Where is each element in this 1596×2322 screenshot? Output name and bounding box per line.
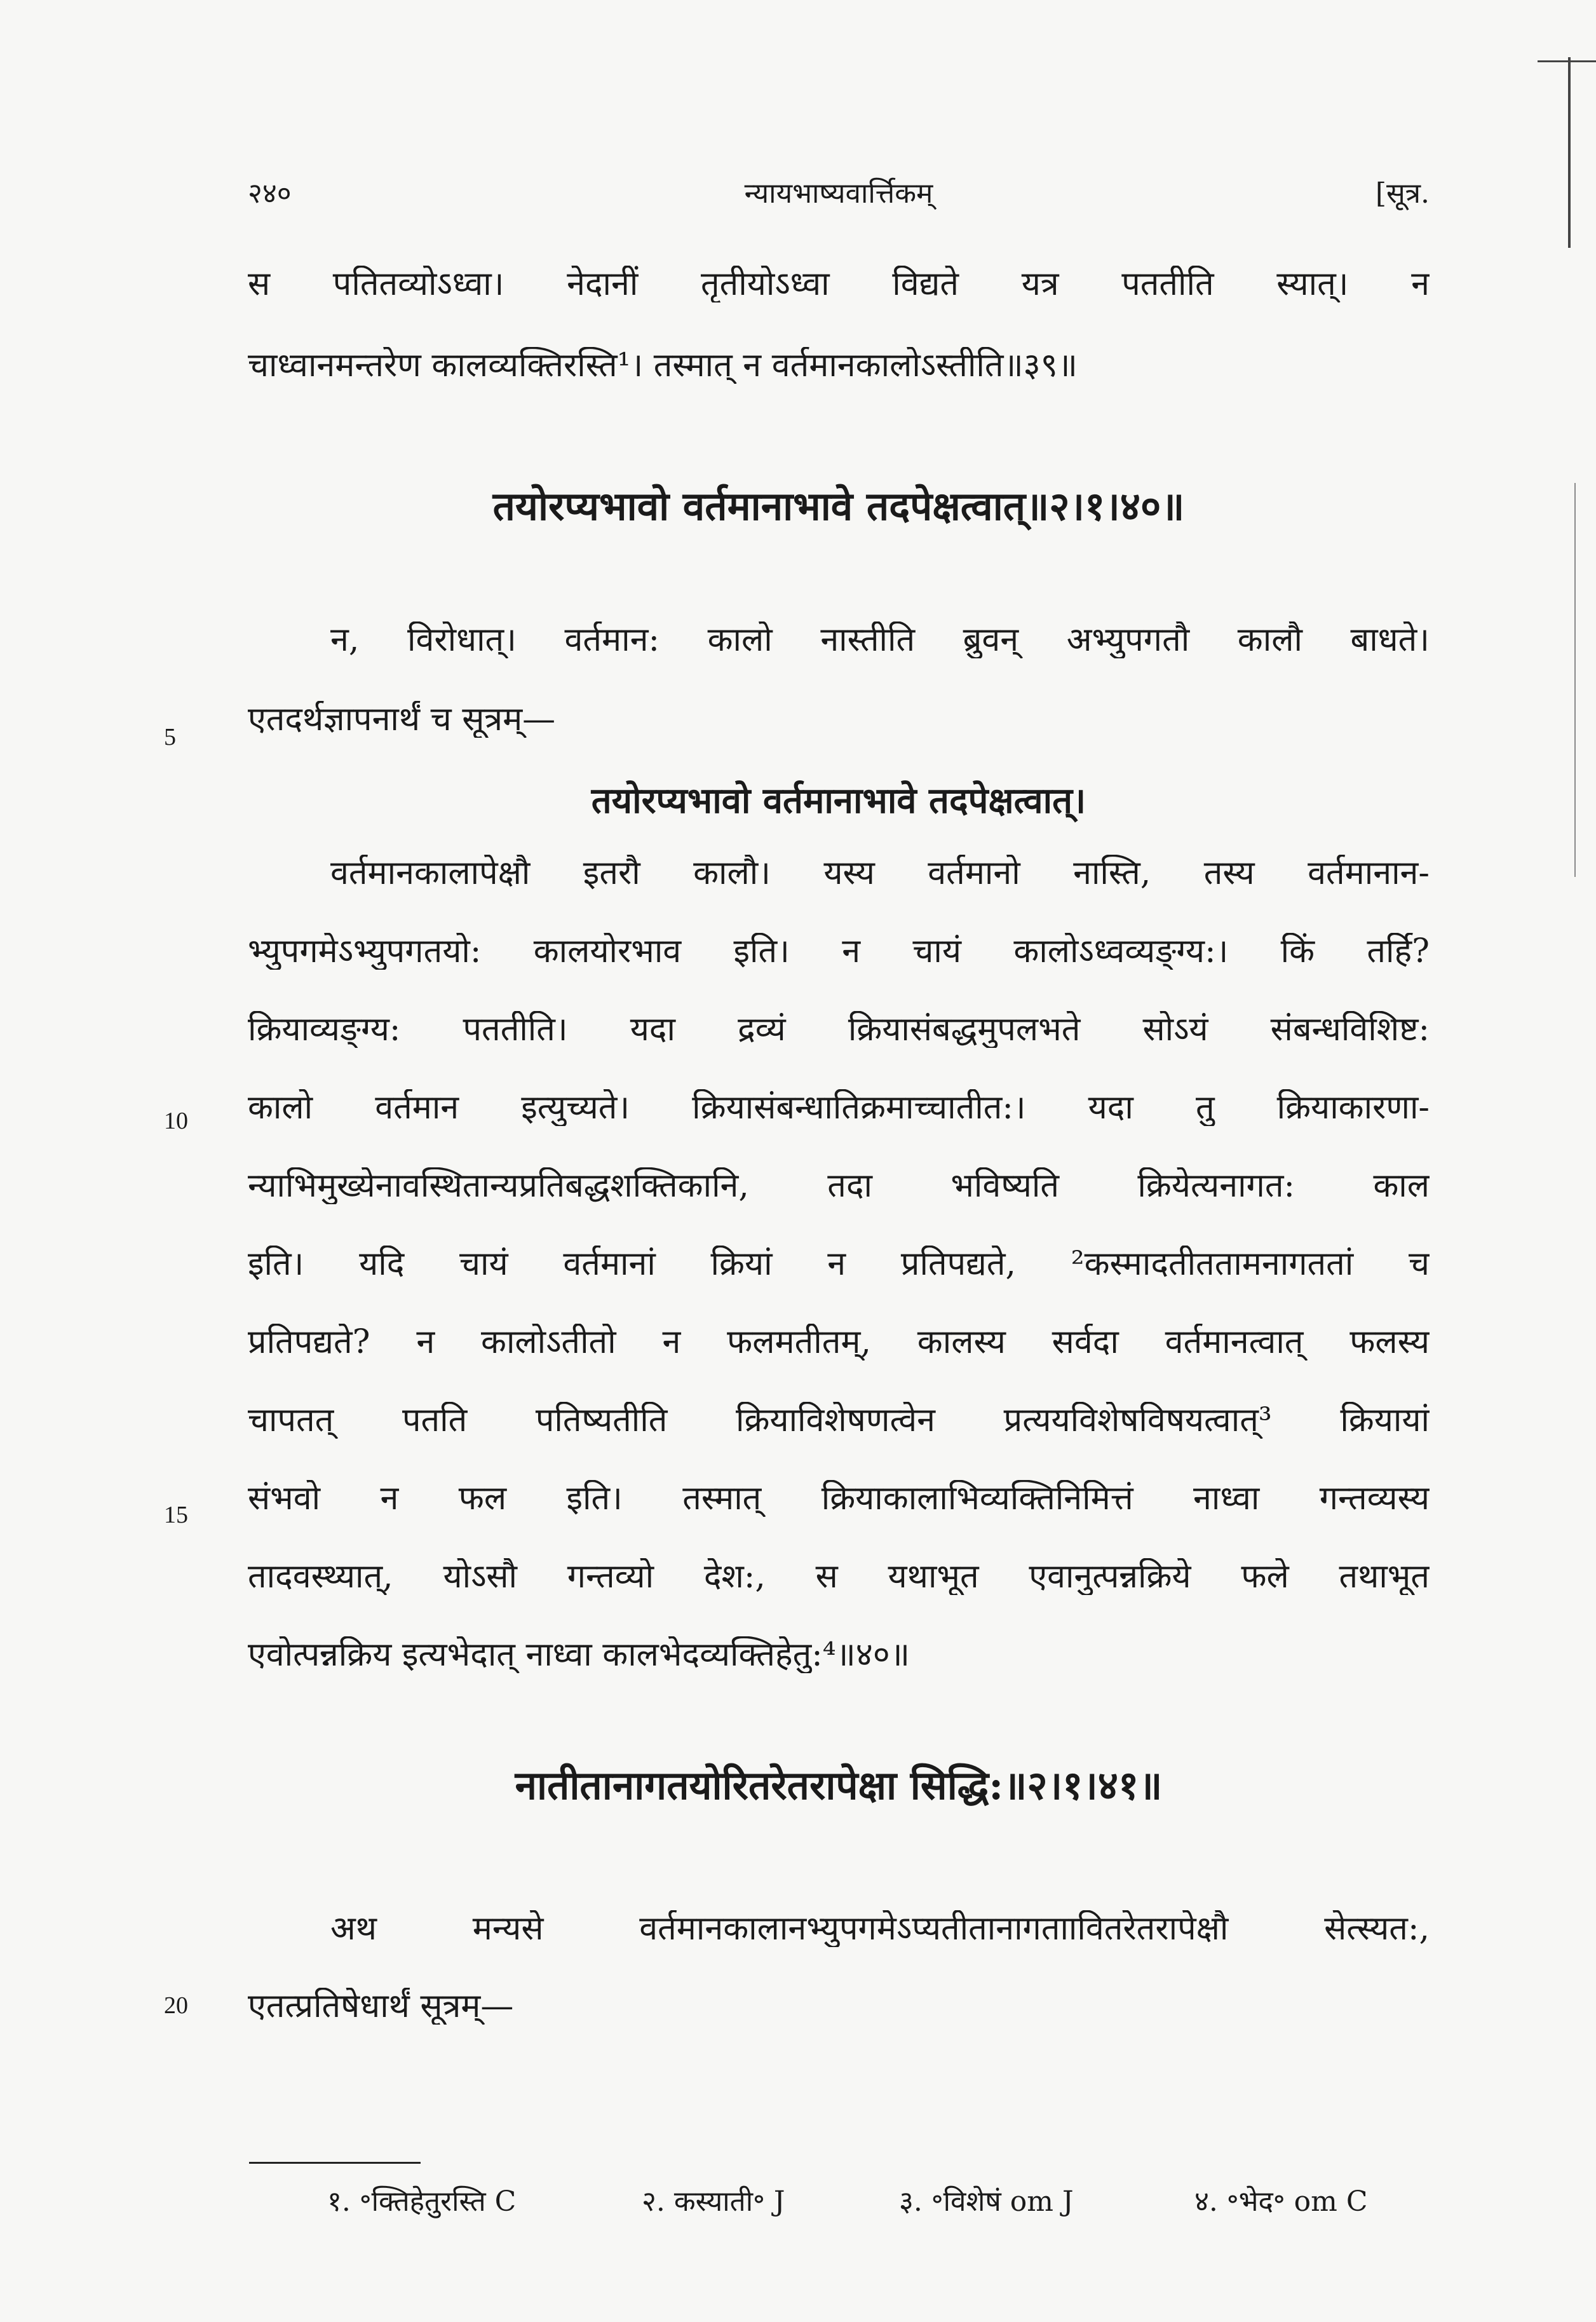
paragraph-3-line-4: कालो वर्तमान इत्युच्यते। क्रियासंबन्धातिक्रमाच्चातीत:। यदा तु क्रियाकारणा- xyxy=(248,1089,1430,1126)
paragraph-3-line-6: इति। यदि चायं वर्तमानां क्रियां न प्रतिपद्यते, ²कस्मादतीततामनागततां च xyxy=(248,1246,1430,1282)
paragraph-3-line-8: चापतत् पतति पतिष्यतीति क्रियाविशेषणत्वेन प्रत्ययविशेषविषयत्वात्³ क्रियायां xyxy=(248,1402,1430,1439)
paragraph-3-line-9: संभवो न फल इति। तस्मात् क्रियाकालाभिव्यक्तिनिमित्तं नाध्वा गन्तव्यस्य xyxy=(248,1480,1430,1517)
paragraph-4-line-2: एतत्प्रतिषेधार्थं सूत्रम्— xyxy=(248,1988,514,2025)
paragraph-3-line-3: क्रियाव्यङ्ग्य: पततीति। यदा द्रव्यं क्रियासंबद्धमुपलभते सोऽयं संबन्धविशिष्ट: xyxy=(248,1011,1430,1048)
paragraph-1-line-2: चाध्वानमन्तरेण कालव्यक्तिरस्ति¹। तस्मात् न वर्तमानकालोऽस्तीति॥३९॥ xyxy=(248,347,1078,384)
footnote-rule xyxy=(249,2162,421,2164)
paragraph-3-line-5: न्याभिमुख्येनावस्थितान्यप्रतिबद्धशक्तिकानि, तदा भविष्यति क्रियेत्यनागत: काल xyxy=(248,1167,1430,1204)
paragraph-3-line-7: प्रतिपद्यते? न कालोऽतीतो न फलमतीतम्, कालस्य सर्वदा वर्तमानत्वात् फलस्य xyxy=(248,1324,1430,1361)
sutra-heading-41: नातीतानागतयोरितरेतरापेक्षा सिद्धि:॥२।१।४१॥ xyxy=(515,1762,1163,1809)
footnote-4: ४. ॰भेद॰ om C xyxy=(1194,2185,1368,2218)
running-title: न्यायभाष्यवार्त्तिकम् xyxy=(744,177,933,210)
paragraph-3-line-2: भ्युपगमेऽभ्युपगतयो: कालयोरभाव इति। न चायं कालोऽध्वव्यङ्ग्य:। किं तर्हि? xyxy=(248,933,1430,970)
scan-edge-mark-top xyxy=(1538,60,1596,62)
paragraph-2-line-2: एतदर्थज्ञापनार्थं च सूत्रम्— xyxy=(248,701,556,738)
section-label: [सूत्र. xyxy=(1375,177,1430,210)
line-number-5: 5 xyxy=(164,724,176,750)
scan-edge-mark xyxy=(1568,57,1571,248)
scan-edge-shadow xyxy=(1574,483,1576,877)
footnote-2: २. कस्याती॰ J xyxy=(642,2185,785,2218)
line-number-10: 10 xyxy=(164,1108,188,1134)
paragraph-2-line-1: न, विरोधात्। वर्तमान: कालो नास्तीति ब्रुवन् अभ्युपगतौ कालौ बाधते। xyxy=(330,621,1430,658)
paragraph-1-line-1: स पतितव्योऽध्वा। नेदानीं तृतीयोऽध्वा विद्यते यत्र पततीति स्यात्। न xyxy=(248,266,1430,302)
footnote-1: १. ॰क्तिहेतुरस्ति C xyxy=(327,2185,517,2218)
footnotes xyxy=(327,2181,1433,2219)
paragraph-3-line-1: वर्तमानकालापेक्षौ इतरौ कालौ। यस्य वर्तमानो नास्ति, तस्य वर्तमानान- xyxy=(330,855,1430,892)
line-number-15: 15 xyxy=(164,1502,188,1528)
paragraph-4-line-1: अथ मन्यसे वर्तमानकालानभ्युपगमेऽप्यतीतानागताावितरेतरापेक्षौ सेत्स्यत:, xyxy=(330,1910,1430,1947)
paragraph-3-line-10: तादवस्थ्यात्, योऽसौ गन्तव्यो देश:, स यथाभूत एवानुत्पन्नक्रिये फले तथाभूत xyxy=(248,1558,1430,1595)
page-header xyxy=(248,173,1430,224)
footnote-3: ३. ॰विशेषं om J xyxy=(899,2185,1074,2218)
page-number: २४० xyxy=(248,177,292,210)
line-number-20: 20 xyxy=(164,1992,188,2019)
sutra-heading-40: तयोरप्यभावो वर्तमानाभावे तदपेक्षत्वात्॥२।१।४०॥ xyxy=(492,483,1185,529)
paragraph-3-line-11: एवोत्पन्नक्रिय इत्यभेदात् नाध्वा कालभेदव्यक्तिहेतु:⁴॥४०॥ xyxy=(248,1636,910,1673)
sutra-inline-40: तयोरप्यभावो वर्तमानाभावे तदपेक्षत्वात्। xyxy=(591,780,1086,822)
